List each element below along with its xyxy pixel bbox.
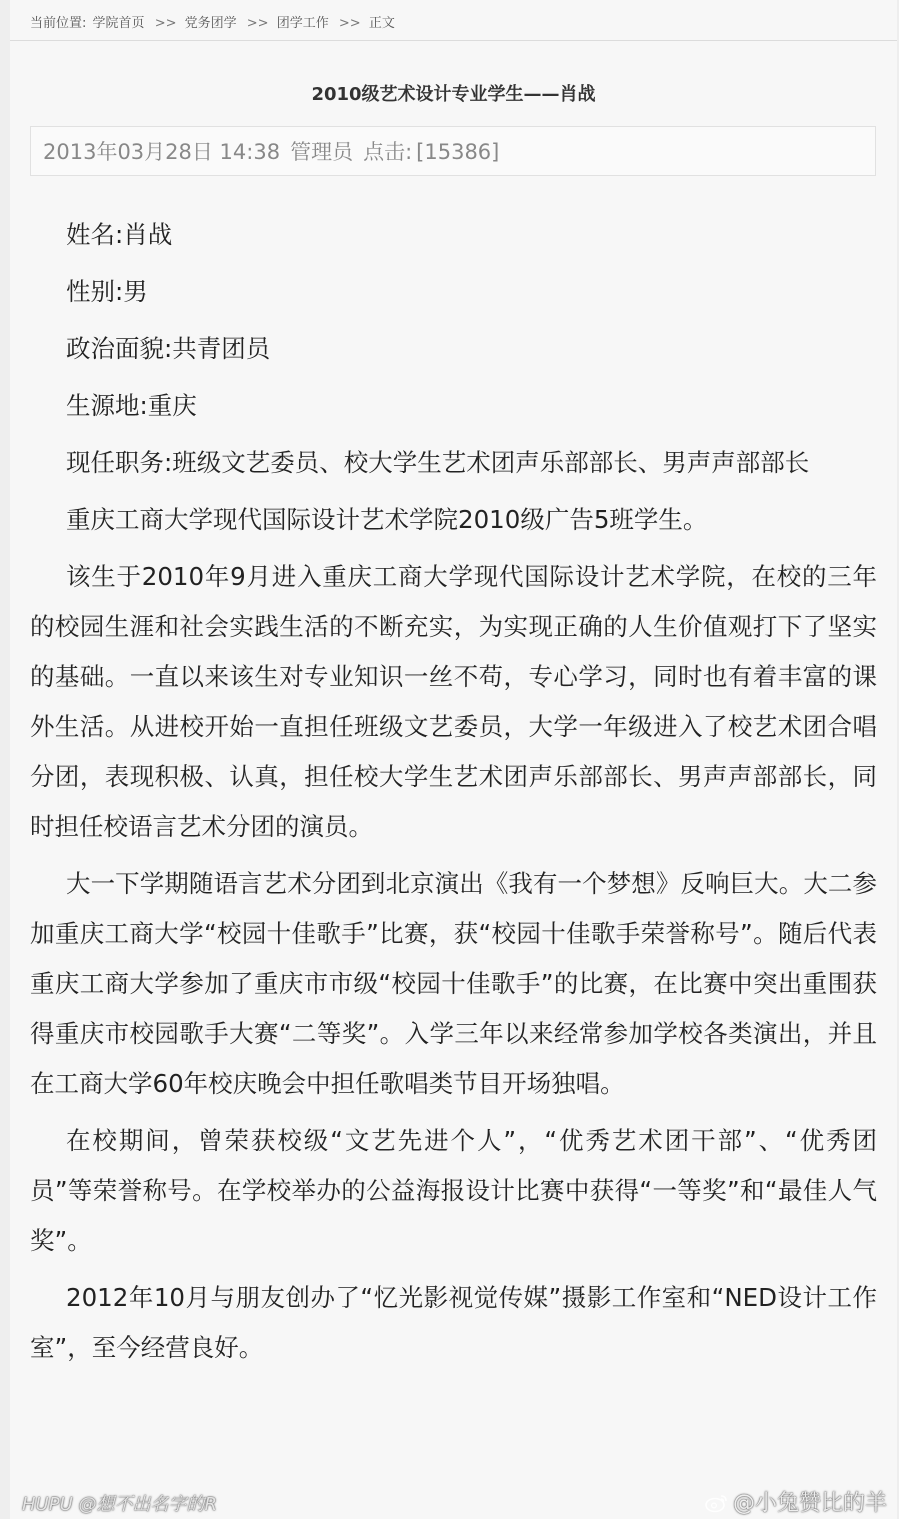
field-label: 现任职务: [66,448,173,477]
watermark-right [705,1486,887,1517]
paragraph-performances: 大一下学期随语言艺术分团到北京演出《我有一个梦想》反响巨大。大二参加重庆工商大学“校园十佳歌手”比赛，获“校园十佳歌手荣誉称号”。随后代表重庆工商大学参加了重庆市市级“校园十佳歌手”的比赛，在比赛中突出重围获得重庆市校园歌手大赛“二等奖”。入学三年以来经常参加学校各类演出，并且在工商大学60年校庆晚会中担任歌唱类节目开场独唱。 [30,869,877,1098]
weibo-icon [705,1493,729,1513]
paragraph-background: 该生于2010年9月进入重庆工商大学现代国际设计艺术学院，在校的三年的校园生涯和社会实践生活的不断充实，为实现正确的人生价值观打下了坚实的基础。一直以来该生对专业知识一丝不苟，专心学习，同时也有着丰富的课外生活。从进校开始一直担任班级文艺委员，大学一年级进入了校艺术团合唱分团，表现积极、认真，担任校大学生艺术团声乐部部长、男声声部部长，同时担任校语言艺术分团的演员。 [30,562,877,841]
breadcrumb-item-party[interactable]: 党务团学 [184,16,237,31]
article-meta [30,126,876,176]
field-label: 性别: [66,277,124,306]
breadcrumb-separator: >> [246,16,269,31]
watermark-left: HUPU @想不出名字的R [22,1494,217,1515]
field-label: 政治面貌: [66,334,173,363]
article-body [30,210,877,1380]
breadcrumb-prefix: 当前位置: [30,16,87,31]
field-name [30,210,877,260]
field-value: 重庆 [147,391,197,420]
field-value: 男 [123,277,148,306]
header-divider [10,40,897,41]
article-date: 2013年03月28日 14:38 [43,140,281,164]
breadcrumb-separator: >> [154,16,177,31]
paragraph-studio: 2012年10月与朋友创办了“忆光影视觉传媒”摄影工作室和“NED设计工作室”，至今经营良好。 [30,1283,877,1362]
field-value: 肖战 [123,220,173,249]
page [10,0,897,1519]
breadcrumb [30,12,397,31]
article-author: 管理员 [290,140,354,164]
breadcrumb-item-current: 正文 [368,16,395,31]
field-value: 班级文艺委员、校大学生艺术团声乐部部长、男声声部部长 [172,448,810,477]
clicks-label: 点击: [363,140,413,164]
watermark-right-text: @小兔赞比的羊 [732,1491,887,1516]
article-title: 2010级艺术设计专业学生——肖战 [311,84,596,105]
breadcrumb-separator: >> [338,16,361,31]
field-gender [30,267,877,317]
clicks-count: [15386] [416,140,500,164]
field-value: 共青团员 [172,334,271,363]
field-political-status [30,324,877,374]
paragraph-class: 重庆工商大学现代国际设计艺术学院2010级广告5班学生。 [66,505,708,534]
breadcrumb-item-league[interactable]: 团学工作 [276,16,329,31]
field-hometown [30,381,877,431]
field-current-position [30,438,877,488]
breadcrumb-item-home[interactable]: 学院首页 [92,16,145,31]
field-label: 生源地: [66,391,148,420]
field-label: 姓名: [66,220,124,249]
paragraph-honors: 在校期间，曾荣获校级“文艺先进个人”，“优秀艺术团干部”、“优秀团员”等荣誉称号。在学校举办的公益海报设计比赛中获得“一等奖”和“最佳人气奖”。 [30,1126,877,1255]
